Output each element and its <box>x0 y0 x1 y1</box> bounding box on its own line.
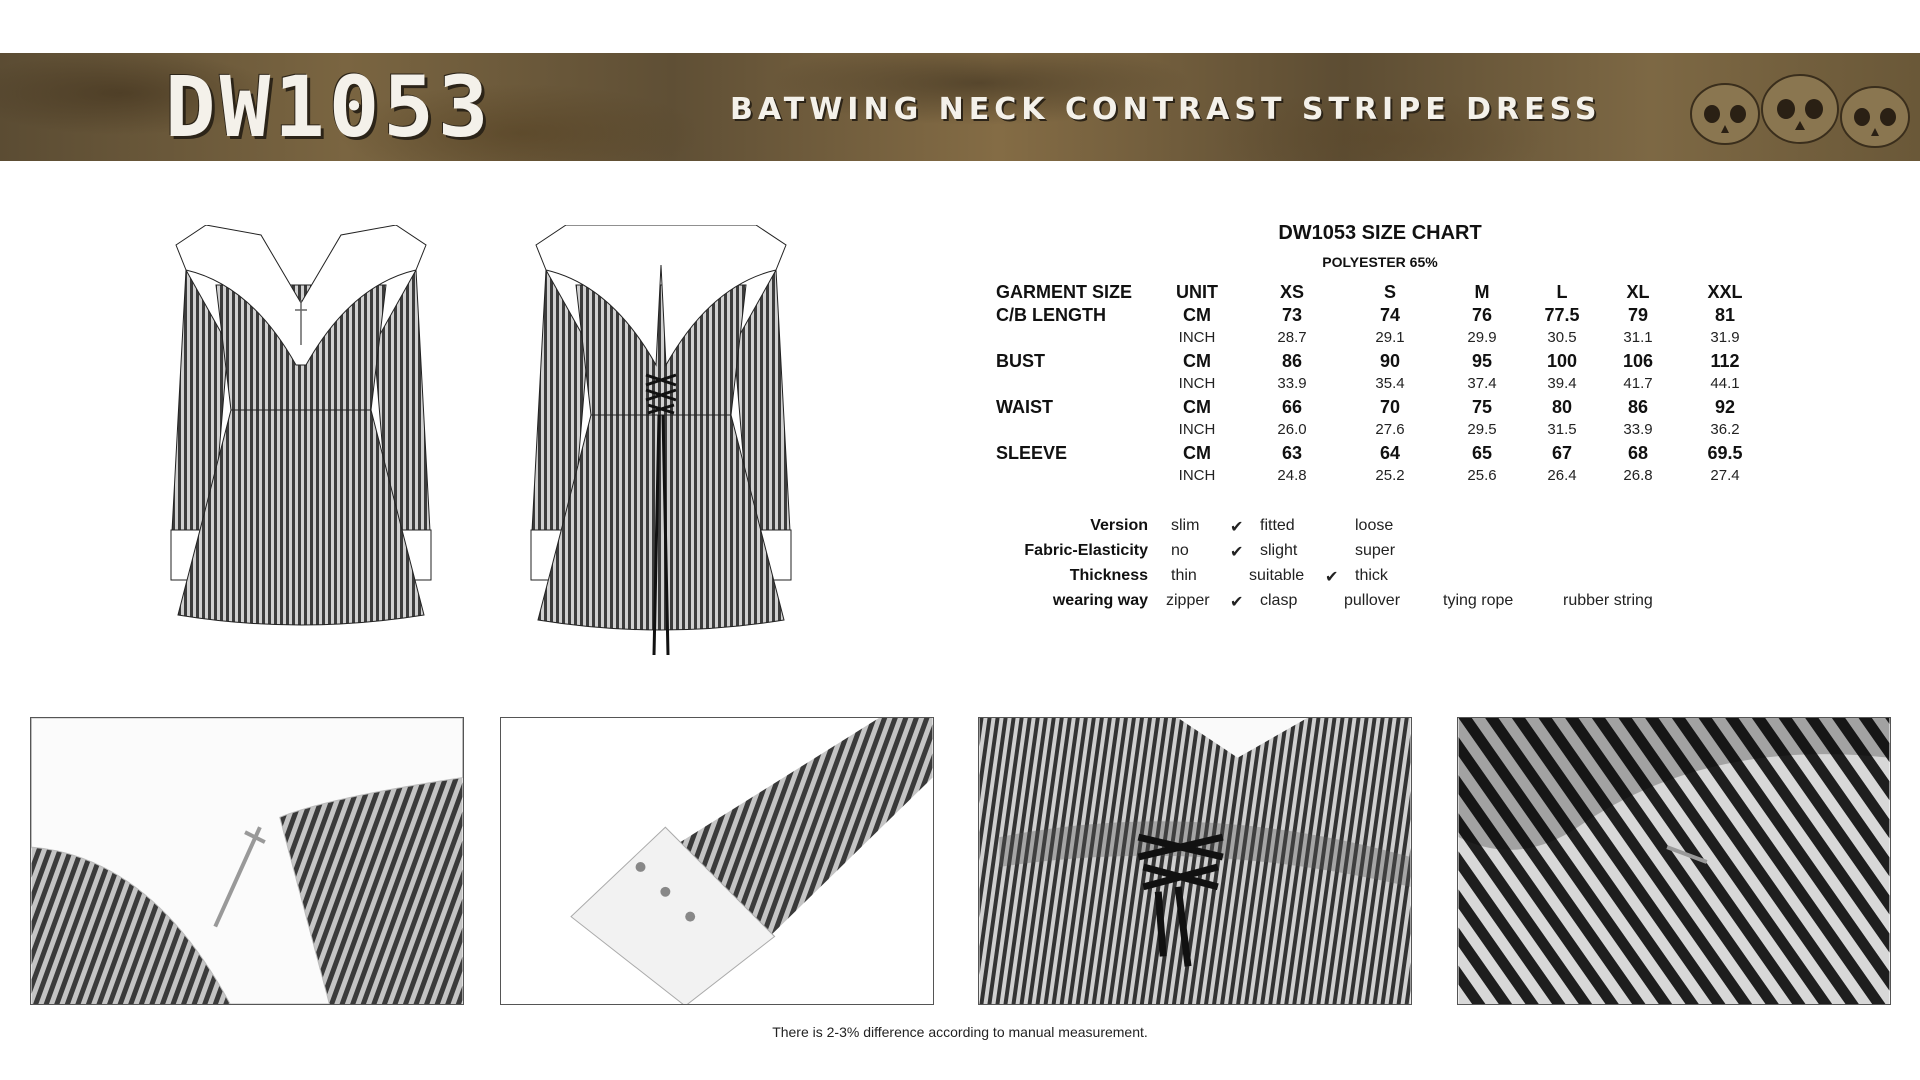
inch-value: 25.6 <box>1467 467 1497 484</box>
attribute-option: thick <box>1355 567 1388 584</box>
inch-value: 33.9 <box>1277 375 1307 392</box>
cm-value: 70 <box>1379 397 1401 417</box>
inch-value: 36.2 <box>1710 421 1740 438</box>
check-mark-icon: ✔ <box>1230 592 1244 611</box>
cm-unit-label: CM <box>1183 351 1211 371</box>
skulls-decoration-icon <box>1680 59 1920 159</box>
check-mark-icon: ✔ <box>1230 542 1244 561</box>
row-label: C/B LENGTH <box>996 305 1106 325</box>
attribute-option: fitted <box>1260 517 1295 534</box>
attribute-option: zipper <box>1166 592 1210 609</box>
row-label: SLEEVE <box>996 443 1068 463</box>
detail-photo-fabric <box>1457 717 1891 1005</box>
garment-size-header: GARMENT SIZE <box>996 282 1133 302</box>
inch-value: 26.4 <box>1547 467 1577 484</box>
unit-header: UNIT <box>1176 282 1218 302</box>
size-header-xxl: XXL <box>1707 282 1743 302</box>
cm-value: 112 <box>1710 351 1740 371</box>
inch-value: 27.6 <box>1375 421 1405 438</box>
inch-value: 31.9 <box>1710 329 1740 346</box>
cm-value: 64 <box>1379 443 1401 463</box>
detail-photo-collar <box>30 717 464 1005</box>
attribute-label: Thickness <box>1069 567 1148 584</box>
cm-unit-label: CM <box>1183 443 1211 463</box>
cm-value: 66 <box>1281 397 1303 417</box>
row-label: WAIST <box>996 397 1053 417</box>
attribute-option: suitable <box>1249 567 1305 584</box>
cm-value: 86 <box>1281 351 1303 371</box>
cm-value: 73 <box>1281 305 1303 325</box>
cm-value: 92 <box>1714 397 1736 417</box>
inch-value: 39.4 <box>1547 375 1577 392</box>
cm-value: 77.5 <box>1544 305 1580 325</box>
cm-value: 65 <box>1471 443 1493 463</box>
size-header-l: L <box>1556 282 1568 302</box>
cm-value: 69.5 <box>1707 443 1743 463</box>
cm-value: 100 <box>1546 351 1578 371</box>
inch-value: 31.5 <box>1547 421 1577 438</box>
cm-value: 79 <box>1627 305 1649 325</box>
cm-value: 86 <box>1627 397 1649 417</box>
attribute-option: super <box>1355 542 1396 559</box>
attribute-label: Version <box>1090 517 1148 534</box>
size-header-s: S <box>1383 282 1396 302</box>
cm-value: 80 <box>1551 397 1573 417</box>
inch-value: 35.4 <box>1375 375 1405 392</box>
detail-photo-cuff <box>500 717 934 1005</box>
attribute-label: Fabric-Elasticity <box>1024 542 1148 559</box>
inch-value: 29.5 <box>1467 421 1497 438</box>
cm-value: 68 <box>1627 443 1649 463</box>
size-header-xl: XL <box>1626 282 1650 302</box>
cm-value: 95 <box>1471 351 1493 371</box>
material-label: POLYESTER 65% <box>1322 254 1438 270</box>
check-mark-icon: ✔ <box>1230 517 1244 536</box>
attribute-option: tying rope <box>1443 592 1514 609</box>
inch-unit-label: INCH <box>1178 375 1216 392</box>
inch-value: 25.2 <box>1375 467 1405 484</box>
attribute-label: wearing way <box>1052 592 1148 609</box>
attribute-option: no <box>1171 542 1189 559</box>
check-mark-icon: ✔ <box>1325 567 1339 586</box>
inch-value: 29.9 <box>1467 329 1497 346</box>
inch-value: 30.5 <box>1547 329 1577 346</box>
attribute-option: rubber string <box>1563 592 1653 609</box>
inch-value: 26.8 <box>1623 467 1653 484</box>
cm-value: 63 <box>1281 443 1303 463</box>
attribute-option: pullover <box>1344 592 1401 609</box>
inch-value: 28.7 <box>1277 329 1307 346</box>
inch-value: 24.8 <box>1277 467 1307 484</box>
row-label: BUST <box>996 351 1045 371</box>
inch-value: 44.1 <box>1710 375 1740 392</box>
inch-value: 31.1 <box>1623 329 1653 346</box>
detail-photo-waist-lacing <box>978 717 1412 1005</box>
cm-unit-label: CM <box>1183 397 1211 417</box>
cm-value: 90 <box>1379 351 1401 371</box>
inch-unit-label: INCH <box>1178 421 1216 438</box>
product-sku: DW1053 <box>165 58 493 156</box>
inch-value: 41.7 <box>1623 375 1653 392</box>
attribute-option: clasp <box>1260 592 1298 609</box>
cm-value: 81 <box>1714 305 1736 325</box>
inch-unit-label: INCH <box>1178 329 1216 346</box>
dress-front-sketch <box>166 225 436 630</box>
inch-value: 26.0 <box>1277 421 1307 438</box>
attribute-option: thin <box>1171 567 1197 584</box>
cm-value: 74 <box>1379 305 1401 325</box>
size-header-m: M <box>1474 282 1490 302</box>
inch-value: 37.4 <box>1467 375 1497 392</box>
cm-value: 106 <box>1622 351 1654 371</box>
measurement-note: There is 2-3% difference according to manual measurement. <box>772 1024 1148 1040</box>
attribute-option: slight <box>1260 542 1298 559</box>
cm-value: 67 <box>1551 443 1573 463</box>
dress-back-sketch <box>526 225 796 660</box>
attribute-option: slim <box>1171 517 1200 534</box>
inch-unit-label: INCH <box>1178 467 1216 484</box>
inch-value: 33.9 <box>1623 421 1653 438</box>
product-title: BATWING NECK CONTRAST STRIPE DRESS <box>730 92 1602 127</box>
cm-unit-label: CM <box>1183 305 1211 325</box>
cm-value: 75 <box>1471 397 1493 417</box>
header-banner <box>0 53 1920 161</box>
inch-value: 27.4 <box>1710 467 1740 484</box>
inch-value: 29.1 <box>1375 329 1405 346</box>
attribute-option: loose <box>1355 517 1394 534</box>
size-header-xs: XS <box>1279 282 1304 302</box>
cm-value: 76 <box>1471 305 1493 325</box>
size-chart-title: DW1053 SIZE CHART <box>1278 222 1482 244</box>
